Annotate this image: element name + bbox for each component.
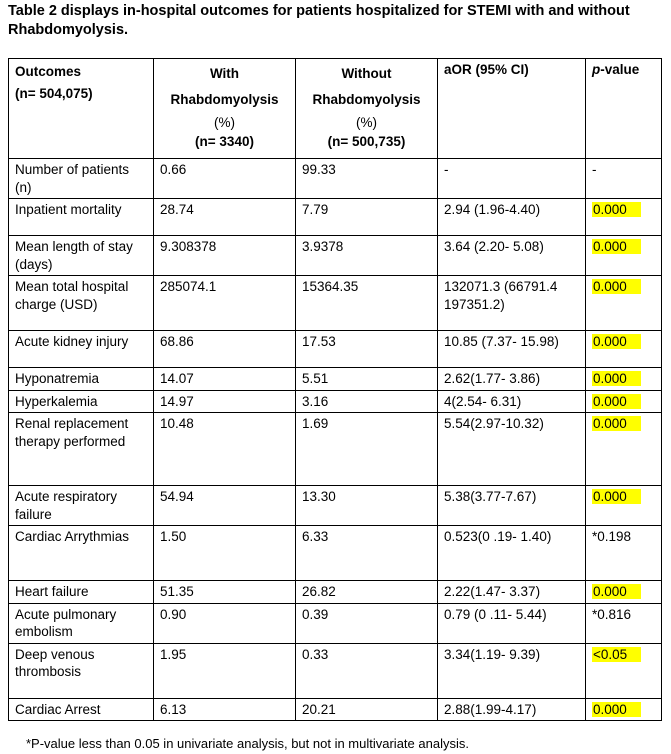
cell-with: 10.48 [154,413,296,486]
pvalue-text: 0.000 [592,416,641,431]
cell-aor: 2.22(1.47- 3.37) [438,581,586,604]
header-with-pct: (%) [214,115,235,130]
pvalue-text: - [592,162,597,177]
table-row [9,199,662,236]
cell-with: 14.97 [154,390,296,413]
cell-outcome: Number of patients (n) [9,159,154,199]
cell-without: 7.79 [296,199,438,236]
pvalue-text: 0.000 [592,334,641,349]
header-without-pct: (%) [356,115,377,130]
cell-pvalue [586,236,662,276]
header-outcomes-n: (n= 504,075) [15,86,93,101]
cell-outcome: Cardiac Arrythmias [9,526,154,581]
cell-pvalue [586,276,662,331]
header-without [296,59,438,159]
cell-without: 20.21 [296,698,438,721]
cell-outcome: Acute respiratory failure [9,486,154,526]
cell-aor: - [438,159,586,199]
pvalue-text: 0.000 [592,202,641,217]
cell-without: 99.33 [296,159,438,199]
table-row [9,236,662,276]
table-row [9,413,662,486]
cell-pvalue [586,331,662,368]
table-row [9,698,662,721]
cell-aor: 0.79 (0 .11- 5.44) [438,603,586,643]
cell-outcome: Mean total hospital charge (USD) [9,276,154,331]
table-title: Table 2 displays in-hospital outcomes for patients hospitalized for STEMI with and without Rhabdomyolysis. [8,3,630,38]
cell-outcome: Acute kidney injury [9,331,154,368]
cell-with: 1.50 [154,526,296,581]
pvalue-text: 0.000 [592,702,641,717]
table-row [9,486,662,526]
header-pvalue [586,59,662,159]
cell-pvalue [586,159,662,199]
cell-outcome: Hyperkalemia [9,390,154,413]
header-row [9,59,662,159]
cell-pvalue [586,526,662,581]
cell-with: 51.35 [154,581,296,604]
cell-outcome: Mean length of stay (days) [9,236,154,276]
pvalue-text: *0.198 [592,529,632,544]
cell-aor: 10.85 (7.37- 15.98) [438,331,586,368]
cell-without: 5.51 [296,368,438,391]
header-with-label: With [209,66,240,81]
cell-aor: 2.94 (1.96-4.40) [438,199,586,236]
table-row [9,368,662,391]
cell-aor: 5.54(2.97-10.32) [438,413,586,486]
cell-with: 0.90 [154,603,296,643]
cell-with: 14.07 [154,368,296,391]
cell-with: 54.94 [154,486,296,526]
cell-pvalue [586,390,662,413]
cell-outcome: Deep venous thrombosis [9,643,154,698]
table-row [9,603,662,643]
cell-without: 3.9378 [296,236,438,276]
cell-pvalue [586,581,662,604]
cell-pvalue [586,199,662,236]
pvalue-text: 0.000 [592,394,641,409]
cell-without: 15364.35 [296,276,438,331]
pvalue-text: <0.05 [592,647,641,662]
cell-aor: 0.523(0 .19- 1.40) [438,526,586,581]
cell-outcome: Hyponatremia [9,368,154,391]
cell-pvalue [586,603,662,643]
cell-pvalue [586,368,662,391]
cell-with: 9.308378 [154,236,296,276]
cell-outcome: Acute pulmonary embolism [9,603,154,643]
pvalue-text: 0.000 [592,239,641,254]
header-with [154,59,296,159]
cell-without: 0.33 [296,643,438,698]
cell-aor: 4(2.54- 6.31) [438,390,586,413]
cell-without: 6.33 [296,526,438,581]
cell-outcome: Cardiac Arrest [9,698,154,721]
cell-aor: 3.34(1.19- 9.39) [438,643,586,698]
header-p-italic: p [592,62,601,77]
cell-aor: 3.64 (2.20- 5.08) [438,236,586,276]
pvalue-text: 0.000 [592,489,641,504]
header-without-n: (n= 500,735) [327,134,406,149]
header-with-n: (n= 3340) [195,134,254,149]
cell-aor: 5.38(3.77-7.67) [438,486,586,526]
cell-with: 0.66 [154,159,296,199]
header-p-rest: -value [600,62,640,77]
table-row [9,390,662,413]
cell-with: 6.13 [154,698,296,721]
cell-with: 1.95 [154,643,296,698]
cell-with: 285074.1 [154,276,296,331]
pvalue-text: *0.816 [592,606,632,622]
cell-without: 0.39 [296,603,438,643]
pvalue-text: 0.000 [592,279,641,294]
outcomes-table [8,58,662,721]
table-row [9,526,662,581]
cell-without: 3.16 [296,390,438,413]
cell-aor: 2.88(1.99-4.17) [438,698,586,721]
table-row [9,276,662,331]
header-aor: aOR (95% CI) [438,59,586,159]
cell-without: 26.82 [296,581,438,604]
header-without-label2: Rhabdomyolysis [312,92,421,107]
pvalue-text: 0.000 [592,584,641,599]
pvalue-text: 0.000 [592,371,641,386]
table-row [9,159,662,199]
cell-without: 1.69 [296,413,438,486]
cell-outcome: Renal replacement therapy performed [9,413,154,486]
table-row [9,581,662,604]
cell-pvalue [586,413,662,486]
header-outcomes [9,59,154,159]
cell-pvalue [586,643,662,698]
table-row [9,643,662,698]
cell-aor: 2.62(1.77- 3.86) [438,368,586,391]
cell-pvalue [586,486,662,526]
cell-with: 68.86 [154,331,296,368]
table-row [9,331,662,368]
cell-outcome: Heart failure [9,581,154,604]
cell-with: 28.74 [154,199,296,236]
header-outcomes-label: Outcomes [15,64,82,79]
cell-aor: 132071.3 (66791.4 197351.2) [438,276,586,331]
header-without-label: Without [341,66,392,81]
cell-without: 13.30 [296,486,438,526]
cell-outcome: Inpatient mortality [9,199,154,236]
cell-pvalue [586,698,662,721]
cell-without: 17.53 [296,331,438,368]
header-with-label2: Rhabdomyolysis [170,92,279,107]
footnote: *P-value less than 0.05 in univariate analysis, but not in multivariate analysis. [26,736,469,751]
